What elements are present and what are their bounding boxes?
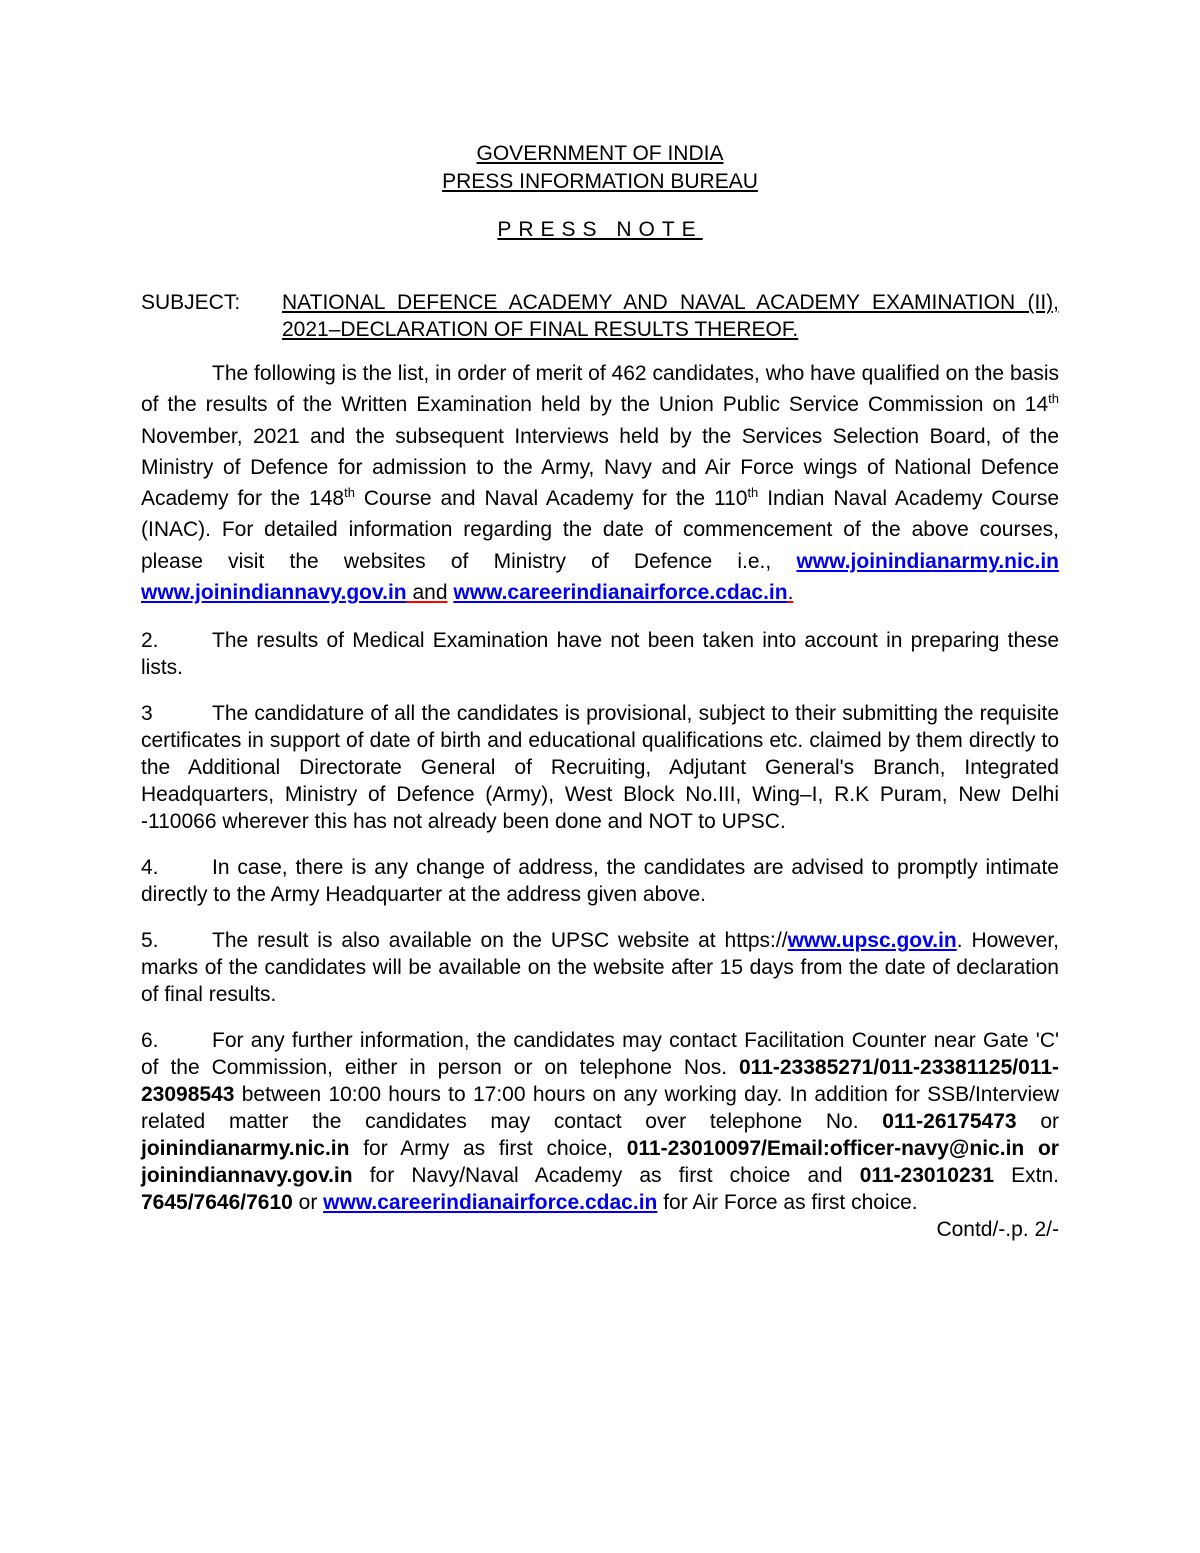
paragraph-5: 5. The result is also available on the UPSC website at https://www.upsc.gov.in. However, marks of the candidates will be available on the website after 15 days from the date of declaration of final results. [141, 929, 1060, 1007]
header-bureau: PRESS INFORMATION BUREAU [442, 170, 758, 193]
link-joinindiannavy[interactable]: www.joinindiannavy.gov.in [141, 581, 407, 605]
army-site: joinindianarmy.nic.in [141, 1137, 350, 1161]
airforce-phone: 011-23010231 [859, 1164, 994, 1188]
paragraph-number: 2. [141, 629, 159, 653]
paragraph-number: 6. [141, 1029, 159, 1053]
press-note-page [141, 140, 1059, 1243]
press-note-title: PRESS NOTE [497, 218, 703, 241]
link-careerindianairforce-2[interactable]: www.careerindianairforce.cdac.in [323, 1191, 658, 1215]
link-upsc[interactable]: www.upsc.gov.in [787, 929, 957, 953]
paragraph-4: 4. In case, there is any change of address, the candidates are advised to promptly intimate directly to the Army Headquarter at the address given above. [141, 856, 1059, 907]
paragraph-number: 5. [141, 929, 159, 953]
subject-block [141, 289, 1059, 343]
navy-contact: 011-23010097/Email:officer-navy@nic.in or joinindiannavy.gov.in [141, 1137, 1059, 1188]
subject-text: NATIONAL DEFENCE ACADEMY AND NAVAL ACADEMY EXAMINATION (II), 2021–DECLARATION OF FINAL RESULTS THEREOF. [282, 291, 1059, 341]
paragraph-2: 2. The results of Medical Examination have not been taken into account in preparing these lists. [141, 629, 1059, 680]
subject-label: SUBJECT: [141, 291, 241, 314]
paragraph-6: 6. For any further information, the candidates may contact Facilitation Counter near Gate 'C' of the Commission, either in person or on telephone Nos. 011-23385271/011-23381125/011-23098543 between 10:00 hours to 17:00 hours on any working day. In addition for SSB/Interview related matter the candidates may contact over telephone No. 011-26175473 or joinindianarmy.nic.in for Army as first choice, 011-23010097/Email:officer-navy@nic.in or joinindiannavy.gov.in for Navy/Naval Academy as first choice and 011-23010231 Extn. 7645/7646/7610 or www.careerindianairforce.cdac.in for Air Force as first choice. [141, 1029, 1060, 1215]
paragraph-3: 3 The candidature of all the candidates is provisional, subject to their submitting the requisite certificates in support of date of birth and educational qualifications etc. claimed by them directly to the Additional Directorate General of Recruiting, Adjutant General's Branch, Integrated Headquarters, Ministry of Defence (Army), West Block No.III, Wing–I, R.K Puram, New Delhi -110066 wherever this has not already been done and NOT to UPSC. [141, 702, 1059, 834]
ssb-phone: 011-26175473 [882, 1110, 1017, 1134]
intro-paragraph: The following is the list, in order of merit of 462 candidates, who have qualified on the basis of the results of the Written Examination held by the Union Public Service Commission on 14th November, 2021 and the subsequent Interviews held by the Services Selection Board, of the Ministry of Defence for admission to the Army, Navy and Air Force wings of National Defence Academy for the 148th Course and Naval Academy for the 110th Indian Naval Academy Course (INAC). For detailed information regarding the date of commencement of the above courses, please visit the websites of Ministry of Defence i.e., www.joinindianarmy.nic.in www.joinindiannavy.gov.in and www.careerindianairforce.cdac.in. [141, 362, 1059, 605]
airforce-extensions: 7645/7646/7610 [141, 1191, 293, 1215]
link-joinindianarmy[interactable]: www.joinindianarmy.nic.in [796, 549, 1059, 573]
paragraph-number: 3 [141, 702, 153, 726]
paragraph-number: 4. [141, 856, 159, 880]
header-government: GOVERNMENT OF INDIA [476, 142, 724, 165]
continued-note: Contd/-.p. 2/- [936, 1218, 1059, 1242]
phone-numbers: 011-23385271/011-23381125/011-23098543 [141, 1056, 1059, 1107]
link-careerindianairforce[interactable]: www.careerindianairforce.cdac.in [453, 581, 788, 605]
